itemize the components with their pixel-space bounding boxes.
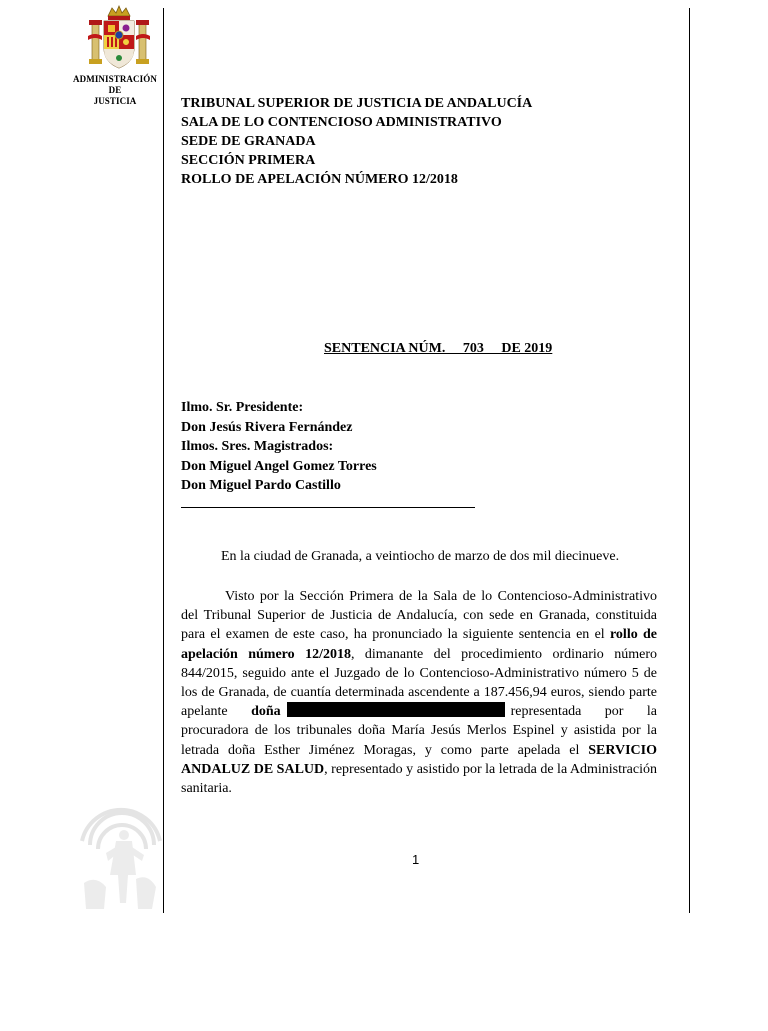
header-line: SEDE DE GRANADA xyxy=(181,134,316,149)
judges-line: Don Miguel Pardo Castillo xyxy=(181,478,341,493)
judges-line: Ilmo. Sr. Presidente: xyxy=(181,400,304,415)
header-line: TRIBUNAL SUPERIOR DE JUSTICIA DE ANDALUCÍA xyxy=(181,96,533,111)
sentence-title: SENTENCIA NÚM. 703 DE 2019 xyxy=(324,341,553,356)
admin-line: JUSTICIA xyxy=(93,96,137,106)
judges-line: Don Jesús Rivera Fernández xyxy=(181,419,353,435)
paragraph-text: , dimanante del procedimiento ordinario número 844/2015, seguido ante el Juzgado de lo Contencioso-Administrativo número 5 de los de Granada, de cuantía determinada ascendente a 187.456,94 euros, siendo parte apelante xyxy=(181,646,657,720)
redaction-box xyxy=(287,702,505,717)
judges-line: Don Miguel Angel Gomez Torres xyxy=(181,458,377,474)
place-date: En la ciudad de Granada, a veintiocho de marzo de dos mil diecinueve. xyxy=(221,549,620,564)
header-line: ROLLO DE APELACIÓN NÚMERO 12/2018 xyxy=(181,172,458,187)
page-number: 1 xyxy=(412,852,420,867)
admin-line: DE xyxy=(108,85,122,95)
judges-list xyxy=(181,398,377,496)
court-header xyxy=(181,94,532,189)
header-line: SECCIÓN PRIMERA xyxy=(181,153,316,168)
judges-line: Ilmos. Sres. Magistrados: xyxy=(181,439,334,454)
right-margin-rule xyxy=(689,8,690,913)
paragraph-bold: SERVICIO ANDALUZ DE SALUD xyxy=(181,742,657,777)
header-line: SALA DE LO CONTENCIOSO ADMINISTRATIVO xyxy=(181,115,502,130)
administracion-de-justicia-label xyxy=(66,74,164,107)
paragraph-bold: rollo de apelación número 12/2018 xyxy=(181,627,657,662)
paragraph-bold: doña xyxy=(251,704,281,720)
left-margin-rule xyxy=(163,8,164,913)
section-divider xyxy=(181,507,475,508)
body-paragraph xyxy=(181,587,657,798)
coat-of-arms-spain-icon xyxy=(86,2,152,72)
admin-line: ADMINISTRACIÓN xyxy=(73,74,157,84)
paragraph-text: Visto por la Sección Primera de la Sala de lo Contencioso-Administrativo del Tribunal Superior de Justicia de Andalucía, con sede en Granada, constituida para el examen de este caso, ha pronunciado la siguiente sentencia en el xyxy=(181,589,657,643)
paragraph-text: representada por la procuradora de los tribunales doña María Jesús Merlos Espinel y asistida por la letrada doña Esther Jiménez Moragas, y como parte apelada el xyxy=(181,704,657,758)
paragraph-text: , representado y asistido por la letrada de la Administración sanitaria. xyxy=(181,761,657,797)
junta-de-andalucia-watermark-icon xyxy=(76,783,162,913)
